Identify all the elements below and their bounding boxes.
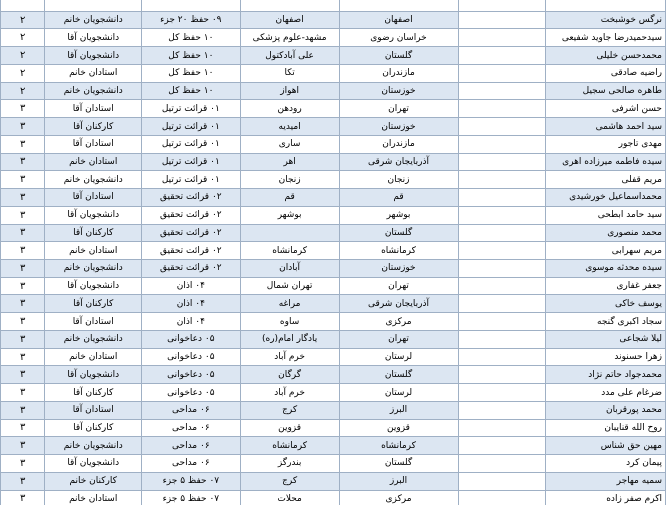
field-cell[interactable]: ۰۲ قرائت تحقیق	[142, 206, 241, 224]
province-cell[interactable]: خوزستان	[339, 82, 458, 100]
table-row[interactable]	[1, 206, 666, 224]
blank-cell[interactable]	[458, 384, 546, 402]
name-cell[interactable]: طاهره صالحی سجیل	[546, 82, 666, 100]
province-cell[interactable]: مازندران	[339, 135, 458, 153]
blank-cell[interactable]	[458, 64, 546, 82]
level-cell[interactable]: ۳	[1, 118, 45, 136]
city-cell[interactable]: رودهن	[240, 100, 339, 118]
province-cell[interactable]: تهران	[339, 330, 458, 348]
blank-cell[interactable]	[458, 189, 546, 207]
level-cell[interactable]: ۳	[1, 277, 45, 295]
province-cell[interactable]: آذربایجان شرقی	[339, 295, 458, 313]
level-cell[interactable]: ۳	[1, 384, 45, 402]
level-cell[interactable]: ۳	[1, 348, 45, 366]
table-row[interactable]	[1, 490, 666, 505]
province-cell[interactable]: خوزستان	[339, 118, 458, 136]
group-cell[interactable]: استادان آقا	[45, 313, 142, 331]
table-row[interactable]	[1, 29, 666, 47]
name-cell[interactable]: محمدجواد حاتم نژاد	[546, 366, 666, 384]
field-cell[interactable]: ۰۱ قرائت ترتیل	[142, 100, 241, 118]
blank-cell[interactable]	[458, 11, 546, 29]
level-cell[interactable]: ۳	[1, 472, 45, 490]
field-cell[interactable]: ۰۴ اذان	[142, 313, 241, 331]
group-cell[interactable]: دانشجویان آقا	[45, 206, 142, 224]
level-cell[interactable]: ۲	[1, 47, 45, 65]
table-row[interactable]	[1, 100, 666, 118]
province-cell[interactable]: قزوین	[339, 419, 458, 437]
city-cell[interactable]: بوشهر	[240, 206, 339, 224]
table-row[interactable]	[1, 455, 666, 473]
table-row[interactable]	[1, 47, 666, 65]
field-cell[interactable]: ۰۶ مداحی	[142, 455, 241, 473]
table-row[interactable]	[1, 472, 666, 490]
level-cell[interactable]: ۳	[1, 242, 45, 260]
province-cell[interactable]: مازندران	[339, 64, 458, 82]
province-cell[interactable]: بوشهر	[339, 206, 458, 224]
table-row[interactable]	[1, 330, 666, 348]
table-row[interactable]	[1, 313, 666, 331]
group-cell[interactable]: کارکنان آقا	[45, 118, 142, 136]
level-cell[interactable]: ۳	[1, 330, 45, 348]
field-cell[interactable]: ۰۱ قرائت ترتیل	[142, 135, 241, 153]
group-cell[interactable]: دانشجویان آقا	[45, 47, 142, 65]
group-cell[interactable]: استادان آقا	[45, 135, 142, 153]
field-cell[interactable]: ۰۶ مداحی	[142, 419, 241, 437]
level-cell[interactable]: ۳	[1, 295, 45, 313]
name-cell[interactable]: سیدحمیدرضا جاوید شفیعی	[546, 29, 666, 47]
name-cell[interactable]: محمداسماعیل خورشیدی	[546, 189, 666, 207]
group-cell[interactable]: کارکنان آقا	[45, 224, 142, 242]
name-cell[interactable]: حسن اشرفی	[546, 100, 666, 118]
blank-cell[interactable]	[458, 224, 546, 242]
name-cell[interactable]: ضرغام علی مدد	[546, 384, 666, 402]
name-cell[interactable]	[546, 0, 666, 11]
field-cell[interactable]: ۰۶ مداحی	[142, 401, 241, 419]
blank-cell[interactable]	[458, 490, 546, 505]
city-cell[interactable]: گرگان	[240, 366, 339, 384]
group-cell[interactable]: استادان خانم	[45, 242, 142, 260]
province-cell[interactable]: لرستان	[339, 384, 458, 402]
blank-cell[interactable]	[458, 277, 546, 295]
field-cell[interactable]: ۰۱ قرائت ترتیل	[142, 118, 241, 136]
level-cell[interactable]: ۳	[1, 455, 45, 473]
blank-cell[interactable]	[458, 242, 546, 260]
name-cell[interactable]: جعفر غفاری	[546, 277, 666, 295]
name-cell[interactable]: زهرا حسنوند	[546, 348, 666, 366]
province-cell[interactable]: گلستان	[339, 47, 458, 65]
level-cell[interactable]: ۲	[1, 82, 45, 100]
name-cell[interactable]: محمد پورقربان	[546, 401, 666, 419]
field-cell[interactable]: ۱۰ حفظ کل	[142, 64, 241, 82]
name-cell[interactable]: سجاد اکبری گنجه	[546, 313, 666, 331]
field-cell[interactable]: ۱۰ حفظ کل	[142, 82, 241, 100]
level-cell[interactable]: ۳	[1, 206, 45, 224]
group-cell[interactable]: استادان آقا	[45, 100, 142, 118]
table-row[interactable]	[1, 135, 666, 153]
blank-cell[interactable]	[458, 437, 546, 455]
province-cell[interactable]: لرستان	[339, 348, 458, 366]
group-cell[interactable]: دانشجویان خانم	[45, 330, 142, 348]
field-cell[interactable]: ۰۵ دعاخوانی	[142, 348, 241, 366]
table-row[interactable]	[1, 384, 666, 402]
field-cell[interactable]: ۰۶ مداحی	[142, 437, 241, 455]
level-cell[interactable]: ۳	[1, 100, 45, 118]
province-cell[interactable]: مرکزی	[339, 490, 458, 505]
field-cell[interactable]: ۰۵ دعاخوانی	[142, 384, 241, 402]
city-cell[interactable]	[240, 0, 339, 11]
table-row[interactable]	[1, 118, 666, 136]
blank-cell[interactable]	[458, 419, 546, 437]
group-cell[interactable]: استادان خانم	[45, 153, 142, 171]
city-cell[interactable]: اصفهان	[240, 11, 339, 29]
level-cell[interactable]: ۲	[1, 64, 45, 82]
city-cell[interactable]: کرج	[240, 401, 339, 419]
city-cell[interactable]: زنجان	[240, 171, 339, 189]
table-row[interactable]	[1, 260, 666, 278]
city-cell[interactable]: خرم آباد	[240, 348, 339, 366]
table-row[interactable]	[1, 153, 666, 171]
level-cell[interactable]: ۳	[1, 366, 45, 384]
group-cell[interactable]: کارکنان آقا	[45, 295, 142, 313]
level-cell[interactable]: ۳	[1, 189, 45, 207]
name-cell[interactable]: مریم سهرابی	[546, 242, 666, 260]
level-cell[interactable]: ۲	[1, 29, 45, 47]
blank-cell[interactable]	[458, 401, 546, 419]
blank-cell[interactable]	[458, 0, 546, 11]
field-cell[interactable]: ۱۰ حفظ کل	[142, 29, 241, 47]
field-cell[interactable]: ۰۴ اذان	[142, 295, 241, 313]
level-cell[interactable]: ۳	[1, 401, 45, 419]
city-cell[interactable]: امیدیه	[240, 118, 339, 136]
blank-cell[interactable]	[458, 153, 546, 171]
city-cell[interactable]: کرج	[240, 472, 339, 490]
group-cell[interactable]: دانشجویان خانم	[45, 260, 142, 278]
group-cell[interactable]: دانشجویان آقا	[45, 455, 142, 473]
city-cell[interactable]: کرمانشاه	[240, 242, 339, 260]
city-cell[interactable]: یادگار امام(ره)	[240, 330, 339, 348]
field-cell[interactable]: ۰۲ قرائت تحقیق	[142, 242, 241, 260]
city-cell[interactable]: اهواز	[240, 82, 339, 100]
province-cell[interactable]: زنجان	[339, 171, 458, 189]
city-cell[interactable]: آبادان	[240, 260, 339, 278]
blank-cell[interactable]	[458, 82, 546, 100]
name-cell[interactable]: نرگس خوشبخت	[546, 11, 666, 29]
blank-cell[interactable]	[458, 206, 546, 224]
blank-cell[interactable]	[458, 330, 546, 348]
city-cell[interactable]: قزوین	[240, 419, 339, 437]
province-cell[interactable]: تهران	[339, 100, 458, 118]
field-cell[interactable]: ۰۵ دعاخوانی	[142, 366, 241, 384]
field-cell[interactable]: ۰۹ حفظ ۲۰ جزء	[142, 11, 241, 29]
blank-cell[interactable]	[458, 472, 546, 490]
table-row[interactable]	[1, 82, 666, 100]
name-cell[interactable]: پیمان کرد	[546, 455, 666, 473]
level-cell[interactable]: ۳	[1, 171, 45, 189]
province-cell[interactable]: خوزستان	[339, 260, 458, 278]
name-cell[interactable]: لیلا شجاعی	[546, 330, 666, 348]
blank-cell[interactable]	[458, 100, 546, 118]
city-cell[interactable]: بندرگز	[240, 455, 339, 473]
field-cell[interactable]: ۰۱ قرائت ترتیل	[142, 171, 241, 189]
province-cell[interactable]: قم	[339, 189, 458, 207]
city-cell[interactable]: کرمانشاه	[240, 437, 339, 455]
table-row[interactable]	[1, 171, 666, 189]
group-cell[interactable]: دانشجویان خانم	[45, 82, 142, 100]
name-cell[interactable]: اکرم صفر زاده	[546, 490, 666, 505]
province-cell[interactable]: خراسان رضوی	[339, 29, 458, 47]
group-cell[interactable]: کارکنان آقا	[45, 419, 142, 437]
table-row[interactable]	[1, 64, 666, 82]
name-cell[interactable]: سیده فاطمه میرزاده اهری	[546, 153, 666, 171]
level-cell[interactable]: ۳	[1, 153, 45, 171]
name-cell[interactable]: سید احمد هاشمی	[546, 118, 666, 136]
table-row[interactable]	[1, 277, 666, 295]
field-cell[interactable]: ۰۲ قرائت تحقیق	[142, 189, 241, 207]
name-cell[interactable]: سمیه مهاجر	[546, 472, 666, 490]
blank-cell[interactable]	[458, 135, 546, 153]
group-cell[interactable]: دانشجویان آقا	[45, 277, 142, 295]
province-cell[interactable]: آذربایجان شرقی	[339, 153, 458, 171]
table-row[interactable]	[1, 437, 666, 455]
group-cell[interactable]: استادان خانم	[45, 490, 142, 505]
province-cell[interactable]: مرکزی	[339, 313, 458, 331]
name-cell[interactable]: مریم قفلی	[546, 171, 666, 189]
name-cell[interactable]: محمدحسن خلیلی	[546, 47, 666, 65]
name-cell[interactable]: سیده محدثه موسوی	[546, 260, 666, 278]
name-cell[interactable]: مهدی تاجور	[546, 135, 666, 153]
city-cell[interactable]	[240, 224, 339, 242]
name-cell[interactable]: سید حامد ابطحی	[546, 206, 666, 224]
level-cell[interactable]: ۳	[1, 260, 45, 278]
province-cell[interactable]: کرمانشاه	[339, 437, 458, 455]
level-cell[interactable]: ۳	[1, 224, 45, 242]
group-cell[interactable]: دانشجویان خانم	[45, 171, 142, 189]
table-row[interactable]	[1, 189, 666, 207]
table-row[interactable]	[1, 419, 666, 437]
field-cell[interactable]: ۰۲ قرائت تحقیق	[142, 260, 241, 278]
group-cell[interactable]: استادان خانم	[45, 64, 142, 82]
name-cell[interactable]: روح الله قنایبان	[546, 419, 666, 437]
field-cell[interactable]	[142, 0, 241, 11]
city-cell[interactable]: علی آبادکتول	[240, 47, 339, 65]
blank-cell[interactable]	[458, 171, 546, 189]
level-cell[interactable]: ۳	[1, 490, 45, 505]
table-row[interactable]	[1, 11, 666, 29]
level-cell[interactable]	[1, 0, 45, 11]
blank-cell[interactable]	[458, 295, 546, 313]
field-cell[interactable]: ۰۵ دعاخوانی	[142, 330, 241, 348]
province-cell[interactable]: البرز	[339, 401, 458, 419]
table-row[interactable]	[1, 224, 666, 242]
blank-cell[interactable]	[458, 366, 546, 384]
province-cell[interactable]: گلستان	[339, 366, 458, 384]
field-cell[interactable]: ۱۰ حفظ کل	[142, 47, 241, 65]
group-cell[interactable]: دانشجویان آقا	[45, 366, 142, 384]
group-cell[interactable]: استادان آقا	[45, 401, 142, 419]
city-cell[interactable]: قم	[240, 189, 339, 207]
blank-cell[interactable]	[458, 313, 546, 331]
blank-cell[interactable]	[458, 29, 546, 47]
province-cell[interactable]: البرز	[339, 472, 458, 490]
table-row[interactable]	[1, 295, 666, 313]
group-cell[interactable]: دانشجویان خانم	[45, 11, 142, 29]
blank-cell[interactable]	[458, 260, 546, 278]
field-cell[interactable]: ۰۲ قرائت تحقیق	[142, 224, 241, 242]
province-cell[interactable]: اصفهان	[339, 11, 458, 29]
name-cell[interactable]: راضیه صادقی	[546, 64, 666, 82]
province-cell[interactable]: کرمانشاه	[339, 242, 458, 260]
table-row[interactable]	[1, 366, 666, 384]
blank-cell[interactable]	[458, 118, 546, 136]
city-cell[interactable]: ساری	[240, 135, 339, 153]
level-cell[interactable]: ۳	[1, 313, 45, 331]
city-cell[interactable]: خرم آباد	[240, 384, 339, 402]
blank-cell[interactable]	[458, 455, 546, 473]
city-cell[interactable]: تکا	[240, 64, 339, 82]
group-cell[interactable]: دانشجویان آقا	[45, 29, 142, 47]
name-cell[interactable]: محمد منصوری	[546, 224, 666, 242]
table-row[interactable]	[1, 348, 666, 366]
field-cell[interactable]: ۰۷ حفظ ۵ جزء	[142, 490, 241, 505]
city-cell[interactable]: تهران شمال	[240, 277, 339, 295]
province-cell[interactable]: تهران	[339, 277, 458, 295]
group-cell[interactable]: استادان آقا	[45, 189, 142, 207]
city-cell[interactable]: محلات	[240, 490, 339, 505]
level-cell[interactable]: ۳	[1, 437, 45, 455]
field-cell[interactable]: ۰۴ اذان	[142, 277, 241, 295]
table-row[interactable]	[1, 0, 666, 11]
level-cell[interactable]: ۳	[1, 135, 45, 153]
level-cell[interactable]: ۲	[1, 11, 45, 29]
city-cell[interactable]: مراغه	[240, 295, 339, 313]
province-cell[interactable]	[339, 0, 458, 11]
city-cell[interactable]: ساوه	[240, 313, 339, 331]
group-cell[interactable]: کارکنان آقا	[45, 384, 142, 402]
field-cell[interactable]: ۰۷ حفظ ۵ جزء	[142, 472, 241, 490]
province-cell[interactable]: گلستان	[339, 224, 458, 242]
group-cell[interactable]: کارکنان خانم	[45, 472, 142, 490]
name-cell[interactable]: یوسف خاکی	[546, 295, 666, 313]
table-row[interactable]	[1, 242, 666, 260]
level-cell[interactable]: ۳	[1, 419, 45, 437]
province-cell[interactable]: گلستان	[339, 455, 458, 473]
city-cell[interactable]: اهر	[240, 153, 339, 171]
group-cell[interactable]: دانشجویان خانم	[45, 437, 142, 455]
group-cell[interactable]: استادان خانم	[45, 348, 142, 366]
blank-cell[interactable]	[458, 348, 546, 366]
group-cell[interactable]	[45, 0, 142, 11]
city-cell[interactable]: مشهد-علوم پزشکی	[240, 29, 339, 47]
name-cell[interactable]: مهین حق شناس	[546, 437, 666, 455]
field-cell[interactable]: ۰۱ قرائت ترتیل	[142, 153, 241, 171]
table-row[interactable]	[1, 401, 666, 419]
blank-cell[interactable]	[458, 47, 546, 65]
